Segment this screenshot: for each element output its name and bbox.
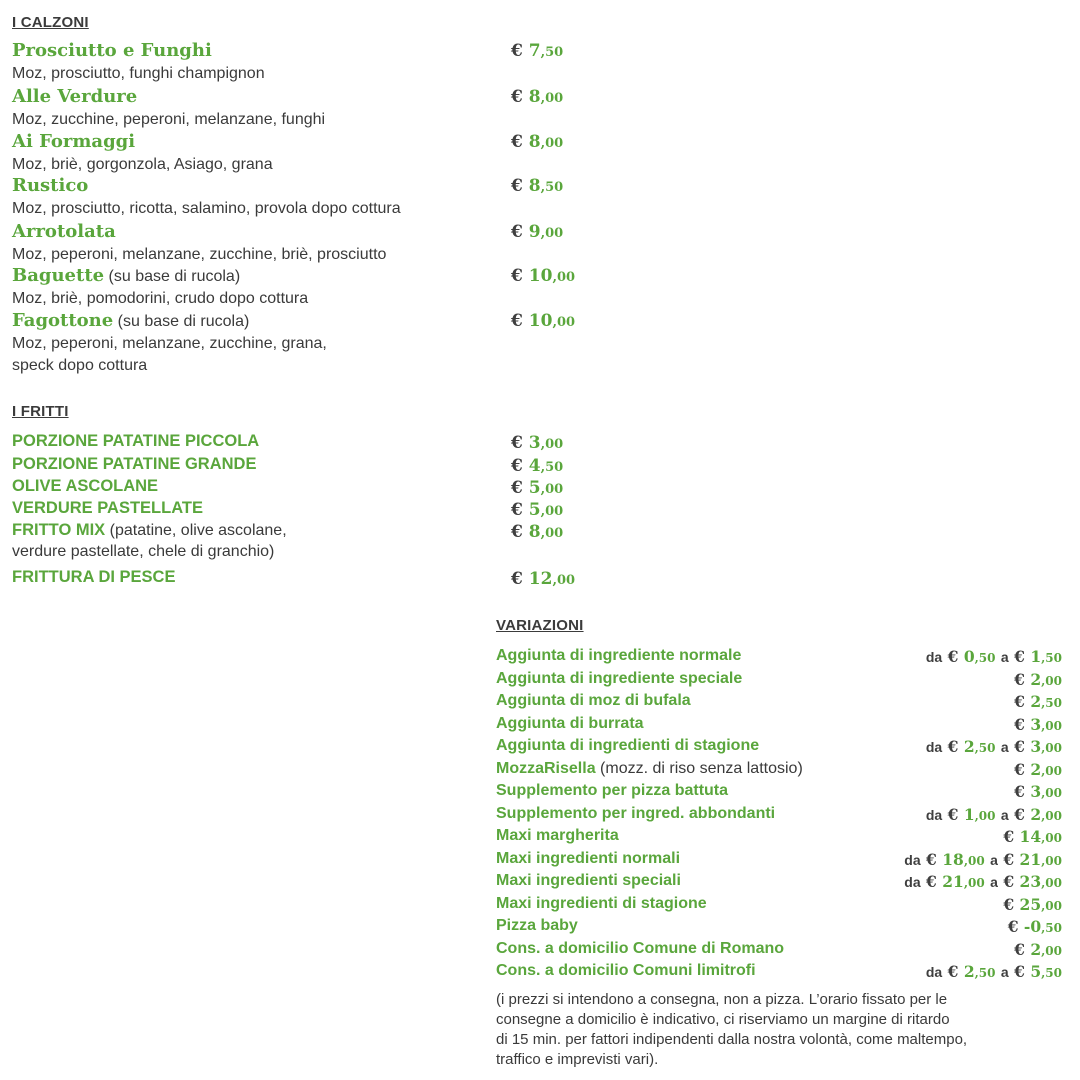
variazione-item	[496, 647, 741, 665]
price-integer: 21	[1019, 849, 1042, 869]
price-decimal: ,50	[1041, 966, 1062, 980]
variazione-item	[496, 805, 775, 823]
to-word: a	[990, 874, 998, 890]
calzone-name: Ai Formaggi	[12, 131, 136, 152]
variazione-name: Supplemento per ingred. abbondanti	[496, 804, 776, 822]
footnote-line: (i prezzi si intendono a consegna, non a pizza. L’orario fissato per le	[496, 991, 948, 1008]
from-word: da	[925, 806, 943, 823]
variazione-name: Aggiunta di burrata	[496, 714, 644, 732]
variazione-price	[1003, 895, 1062, 914]
euro-sign: €	[511, 222, 523, 242]
fritto-name: FRITTO MIX	[12, 521, 106, 539]
price-decimal: ,00	[540, 226, 564, 241]
fritto-name: PORZIONE PATATINE PICCOLA	[12, 432, 260, 450]
euro-sign: €	[511, 500, 523, 520]
calzone-name: Baguette	[12, 265, 105, 286]
price-decimal: ,00	[1041, 763, 1062, 778]
euro-sign: €	[1014, 737, 1025, 756]
price-integer: 10	[528, 266, 553, 286]
price-decimal: ,00	[540, 91, 564, 106]
footnote-line: traffico e imprevisti vari).	[496, 1051, 659, 1068]
price-decimal: ,00	[540, 482, 564, 497]
price-integer: 0	[963, 647, 975, 666]
from-word: da	[925, 739, 943, 755]
variazione-price	[926, 805, 1062, 824]
price-integer: 2	[963, 962, 975, 981]
calzone-name: Alle Verdure	[12, 86, 138, 107]
variazione-item	[496, 940, 784, 958]
fritto-price	[511, 569, 575, 589]
price-decimal: ,00	[974, 808, 996, 823]
price-decimal: ,00	[1041, 898, 1062, 913]
price-integer: 8	[528, 522, 541, 542]
euro-sign: €	[1014, 669, 1025, 689]
variazione-price	[1014, 692, 1062, 711]
price-integer: 23	[1019, 872, 1042, 891]
to-word: a	[1000, 964, 1009, 980]
fritto-name: PORZIONE PATATINE GRANDE	[12, 455, 257, 473]
variazione-name: Maxi margherita	[496, 827, 619, 844]
calzoni-heading: I CALZONI	[12, 14, 89, 31]
calzone-price	[511, 311, 575, 331]
price-decimal: ,50	[540, 45, 564, 60]
calzone-title	[12, 131, 135, 152]
fritto-name: VERDURE PASTELLATE	[12, 499, 203, 517]
price-decimal: ,50	[974, 651, 996, 665]
price-integer: 3	[1030, 714, 1042, 734]
euro-sign: €	[1007, 917, 1019, 936]
variazione-name: Maxi ingredienti normali	[496, 849, 681, 867]
price-decimal: ,50	[1041, 651, 1062, 665]
euro-sign: €	[511, 569, 523, 589]
price-decimal: ,00	[1041, 673, 1062, 688]
variazione-price	[904, 850, 1062, 869]
euro-sign: €	[511, 87, 523, 107]
price-integer: 21	[942, 872, 964, 891]
price-integer: 3	[1030, 782, 1042, 801]
price-decimal: ,00	[1041, 853, 1062, 868]
price-integer: 25	[1019, 894, 1042, 914]
variazioni-heading: VARIAZIONI	[496, 617, 584, 634]
price-decimal: ,00	[1041, 943, 1062, 958]
variazione-item	[496, 715, 644, 733]
variazioni-footnote	[496, 990, 1016, 1070]
variazione-item	[496, 692, 691, 710]
fritto-item	[12, 432, 259, 451]
euro-sign: €	[511, 311, 523, 331]
calzone-name: Rustico	[12, 175, 89, 196]
fritto-item	[12, 499, 203, 518]
price-integer: 5	[1030, 962, 1042, 981]
price-integer: 5	[528, 500, 541, 520]
calzone-name: Prosciutto e Funghi	[12, 40, 212, 61]
to-word: a	[1000, 806, 1009, 823]
price-decimal: ,50	[1041, 921, 1062, 935]
fritto-price	[511, 522, 563, 542]
price-integer: 2	[1030, 759, 1042, 779]
calzone-name: Arrotolata	[12, 221, 116, 242]
fritto-price	[511, 500, 563, 520]
calzone-title	[12, 265, 240, 286]
footnote-line: consegne a domicilio è indicativo, ci riserviamo un margine di ritardo	[496, 1011, 950, 1028]
variazione-name: MozzaRisella	[496, 759, 596, 777]
price-integer: 7	[528, 41, 541, 61]
variazione-name: Pizza baby	[496, 917, 578, 934]
calzone-title	[12, 221, 116, 242]
price-integer: 2	[1030, 804, 1042, 824]
euro-sign: €	[1014, 782, 1025, 801]
euro-sign: €	[1003, 872, 1015, 891]
euro-sign: €	[511, 433, 523, 453]
variazione-name: Aggiunta di ingredienti di stagione	[496, 737, 760, 754]
variazione-price	[1014, 760, 1062, 779]
variazione-name: Maxi ingredienti di stagione	[496, 894, 707, 912]
variazione-price	[1014, 715, 1062, 734]
variazione-price	[1008, 917, 1062, 936]
price-integer: 3	[528, 433, 541, 453]
calzone-price	[511, 266, 575, 286]
price-integer: 8	[528, 176, 541, 196]
price-integer: 2	[1030, 939, 1042, 959]
variazione-item	[496, 827, 619, 845]
price-integer: 3	[1030, 737, 1042, 756]
euro-sign: €	[1003, 827, 1015, 846]
price-decimal: ,00	[552, 270, 576, 285]
price-decimal: ,00	[552, 315, 576, 330]
calzone-description: Moz, prosciutto, ricotta, salamino, provola dopo cottura	[12, 200, 401, 217]
euro-sign: €	[1014, 759, 1025, 779]
calzone-title	[12, 40, 212, 61]
calzone-title	[12, 86, 137, 107]
euro-sign: €	[511, 266, 523, 286]
euro-sign: €	[511, 41, 523, 61]
from-word: da	[904, 851, 921, 868]
euro-sign: €	[511, 522, 523, 542]
euro-sign: €	[1003, 849, 1015, 869]
variazione-price	[1014, 940, 1062, 959]
price-integer: -0	[1023, 917, 1042, 936]
price-decimal: ,00	[963, 853, 985, 868]
fritto-name: OLIVE ASCOLANE	[12, 477, 159, 495]
variazione-price	[926, 962, 1062, 981]
calzone-description: Moz, zucchine, peperoni, melanzane, funghi	[12, 111, 326, 128]
euro-sign: €	[1014, 962, 1025, 981]
from-word: da	[925, 649, 943, 665]
price-integer: 5	[528, 478, 541, 498]
from-word: da	[904, 874, 921, 890]
variazione-price	[1014, 782, 1062, 801]
calzone-description: Moz, peperoni, melanzane, zucchine, briè, prosciutto	[12, 246, 387, 263]
price-decimal: ,00	[1041, 876, 1062, 890]
euro-sign: €	[947, 647, 959, 666]
fritto-item	[12, 455, 256, 474]
variazione-item	[496, 895, 707, 913]
variazione-price	[1014, 670, 1062, 689]
euro-sign: €	[926, 872, 937, 891]
price-integer: 4	[528, 456, 541, 476]
variazione-name: Cons. a domicilio Comune di Romano	[496, 939, 785, 957]
euro-sign: €	[511, 478, 523, 498]
price-integer: 14	[1019, 827, 1042, 846]
calzone-description: Moz, prosciutto, funghi champignon	[12, 65, 265, 82]
variazione-item	[496, 737, 759, 755]
calzone-description: speck dopo cottura	[12, 357, 148, 374]
calzone-note: (su base di rucola)	[104, 268, 241, 285]
price-decimal: ,00	[540, 526, 564, 541]
price-integer: 2	[1030, 669, 1042, 689]
price-integer: 2	[1030, 692, 1042, 711]
euro-sign: €	[926, 849, 937, 869]
price-integer: 10	[528, 311, 553, 331]
to-word: a	[990, 851, 998, 868]
price-integer: 12	[528, 569, 553, 589]
price-decimal: ,00	[1041, 741, 1062, 755]
price-decimal: ,00	[963, 876, 985, 890]
price-decimal: ,00	[540, 136, 564, 151]
variazione-price	[904, 872, 1062, 891]
variazione-item	[496, 850, 680, 868]
fritto-price	[511, 456, 563, 476]
fritti-heading: I FRITTI	[12, 403, 69, 420]
price-decimal: ,50	[540, 180, 564, 195]
euro-sign: €	[1003, 894, 1015, 914]
price-decimal: ,50	[974, 741, 996, 755]
variazione-name: Aggiunta di moz di bufala	[496, 692, 691, 709]
calzone-title	[12, 310, 249, 331]
variazione-note: (mozz. di riso senza lattosio)	[595, 759, 803, 777]
fritto-note: (patatine, olive ascolane,	[105, 522, 287, 539]
variazione-price	[1003, 827, 1062, 846]
price-integer: 8	[528, 132, 541, 152]
calzone-description: Moz, peperoni, melanzane, zucchine, grana,	[12, 335, 327, 352]
calzone-name: Fagottone	[12, 310, 114, 331]
price-integer: 1	[963, 804, 975, 824]
price-integer: 2	[963, 737, 975, 756]
calzone-price	[511, 87, 563, 107]
euro-sign: €	[1014, 647, 1025, 666]
fritto-price	[511, 433, 563, 453]
price-decimal: ,00	[1041, 786, 1062, 800]
price-decimal: ,00	[552, 573, 576, 588]
price-decimal: ,50	[540, 460, 564, 475]
variazione-price	[926, 737, 1062, 756]
euro-sign: €	[947, 804, 959, 824]
euro-sign: €	[511, 132, 523, 152]
price-decimal: ,50	[1041, 696, 1062, 710]
euro-sign: €	[1014, 939, 1025, 959]
variazione-name: Aggiunta di ingrediente normale	[496, 647, 742, 664]
from-word: da	[925, 964, 943, 980]
variazione-item	[496, 917, 578, 935]
variazione-item	[496, 670, 742, 688]
price-decimal: ,00	[1041, 831, 1062, 845]
calzone-note: (su base di rucola)	[113, 313, 250, 330]
euro-sign: €	[1014, 692, 1025, 711]
calzone-title	[12, 175, 88, 196]
calzone-price	[511, 176, 563, 196]
calzone-price	[511, 222, 563, 242]
price-decimal: ,50	[974, 966, 996, 980]
price-integer: 9	[528, 222, 541, 242]
variazione-name: Cons. a domicilio Comuni limitrofi	[496, 962, 756, 979]
euro-sign: €	[511, 456, 523, 476]
euro-sign: €	[1014, 804, 1025, 824]
price-decimal: ,00	[1041, 718, 1062, 733]
variazione-price	[926, 647, 1062, 666]
price-decimal: ,00	[540, 504, 564, 519]
euro-sign: €	[511, 176, 523, 196]
variazione-name: Supplemento per pizza battuta	[496, 782, 729, 799]
variazione-name: Aggiunta di ingrediente speciale	[496, 669, 743, 687]
fritto-name: FRITTURA DI PESCE	[12, 568, 176, 586]
price-decimal: ,00	[1041, 808, 1062, 823]
to-word: a	[1000, 739, 1009, 755]
euro-sign: €	[947, 737, 959, 756]
variazione-item	[496, 962, 756, 980]
calzone-price	[511, 132, 563, 152]
price-decimal: ,00	[540, 437, 564, 452]
calzone-description: Moz, briè, gorgonzola, Asiago, grana	[12, 156, 273, 173]
footnote-line: di 15 min. per fattori indipendenti dalla nostra volontà, come maltempo,	[496, 1031, 968, 1048]
euro-sign: €	[947, 962, 959, 981]
fritto-note: verdure pastellate, chele di granchio)	[12, 543, 275, 560]
calzone-description: Moz, briè, pomodorini, crudo dopo cottura	[12, 290, 309, 307]
variazione-item	[496, 782, 728, 800]
euro-sign: €	[1014, 714, 1025, 734]
fritto-item	[12, 568, 175, 587]
calzone-price	[511, 41, 563, 61]
variazione-item	[496, 760, 803, 778]
fritto-price	[511, 478, 563, 498]
variazione-item	[496, 872, 681, 890]
fritto-item	[12, 521, 287, 540]
price-integer: 18	[942, 849, 964, 869]
to-word: a	[1000, 649, 1009, 665]
variazione-name: Maxi ingredienti speciali	[496, 872, 681, 889]
fritto-item	[12, 477, 158, 496]
price-integer: 1	[1030, 647, 1042, 666]
price-integer: 8	[528, 87, 541, 107]
